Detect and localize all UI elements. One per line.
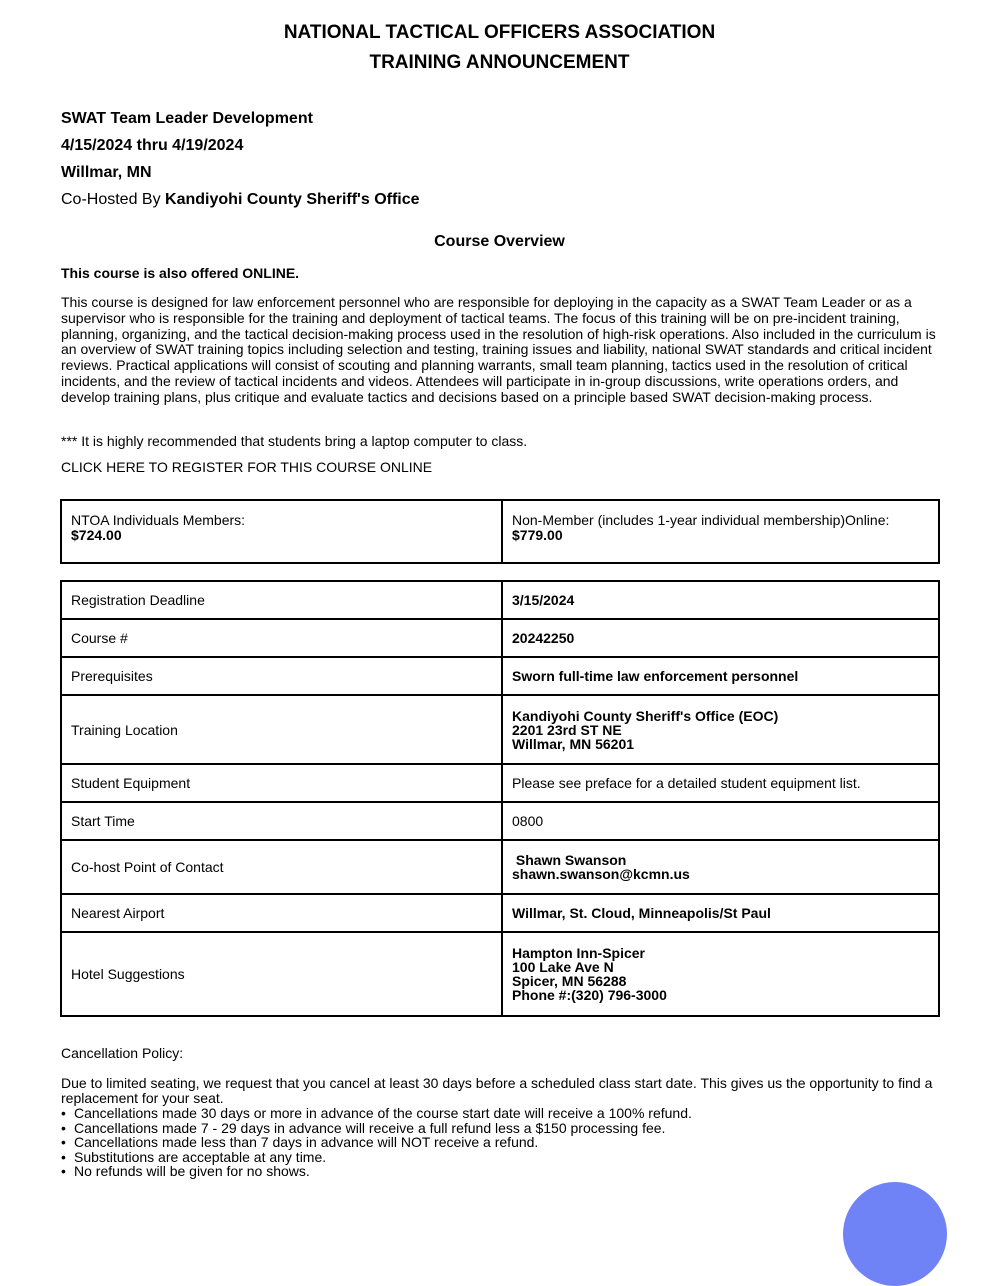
detail-row <box>61 932 939 1016</box>
course-dates: 4/15/2024 thru 4/19/2024 <box>61 137 244 154</box>
detail-label: Co-host Point of Contact <box>61 840 502 894</box>
announcement-title: TRAINING ANNOUNCEMENT <box>369 52 630 73</box>
detail-value-line: 3/15/2024 <box>512 592 575 608</box>
detail-label: Prerequisites <box>61 657 502 695</box>
member-fee-price: $724.00 <box>71 527 122 543</box>
detail-value <box>502 802 939 840</box>
detail-value <box>502 657 939 695</box>
detail-value <box>502 619 939 657</box>
detail-label: Student Equipment <box>61 764 502 802</box>
detail-value-line: Phone #:(320) 796-3000 <box>512 987 667 1003</box>
detail-value <box>502 581 939 619</box>
member-fee-label: NTOA Individuals Members: <box>71 512 246 528</box>
detail-value-line: Willmar, St. Cloud, Minneapolis/St Paul <box>512 905 771 921</box>
nonmember-fee-cell <box>502 500 939 563</box>
cancellation-rule: • No refunds will be given for no shows. <box>61 1164 692 1179</box>
course-overview-heading: Course Overview <box>434 233 565 250</box>
cohost-line <box>61 191 420 209</box>
detail-value <box>502 764 939 802</box>
detail-row <box>61 840 939 894</box>
detail-label: Registration Deadline <box>61 581 502 619</box>
cancellation-policy-text: Due to limited seating, we request that you cancel at least 30 days before a scheduled class start date. This gives us the opportunity to find a replacement for your seat. <box>61 1075 933 1106</box>
detail-value <box>502 695 939 764</box>
cancellation-rule: • Cancellations made 30 days or more in advance of the course start date will receive a 100% refund. <box>61 1106 692 1121</box>
detail-row <box>61 695 939 764</box>
detail-row <box>61 581 939 619</box>
detail-value-line: 2201 23rd ST NE <box>512 721 622 738</box>
course-details-table <box>60 580 940 1017</box>
detail-row <box>61 894 939 932</box>
detail-value-line: 100 Lake Ave N <box>512 959 614 975</box>
detail-value-line: Sworn full-time law enforcement personnel <box>512 668 799 684</box>
member-fee-cell <box>61 500 502 563</box>
course-city: Willmar, MN <box>61 164 152 181</box>
cohost-prefix: Co-Hosted By <box>61 191 166 208</box>
detail-label: Hotel Suggestions <box>61 932 502 1016</box>
detail-value-line: Spicer, MN 56288 <box>512 973 627 989</box>
detail-label: Course # <box>61 619 502 657</box>
course-description: This course is designed for law enforcement personnel who are responsible for deploying in the capacity as a SWAT Team Leader or as a supervisor who is responsible for the training and deployment of tactical teams. The focus of this training will be on pre-incident training, planning, organizing, and the tactical decision-making process used in the resolution of high-risk operations. Also included in the curriculum is an overview of SWAT training topics including selection and testing, training issues and liability, national SWAT standards and critical incident reviews. Practical applications will consist of scouting and planning warrants, small team planning, tactics used in the resolution of critical incidents, and the review of tactical incidents and videos. Attendees will participate in in-group discussions, write operations orders, and develop training plans, plus critique and evaluate tactics and decisions based on a principle based SWAT decision-making process. <box>61 294 936 405</box>
detail-row <box>61 619 939 657</box>
cancellation-rule: • Substitutions are acceptable at any time. <box>61 1150 692 1165</box>
detail-value <box>502 840 939 894</box>
detail-value <box>502 894 939 932</box>
nonmember-fee-price: $779.00 <box>512 527 563 543</box>
fees-row <box>61 500 939 563</box>
cancellation-rules-list <box>61 1106 692 1179</box>
detail-label: Training Location <box>61 695 502 764</box>
detail-row <box>61 764 939 802</box>
detail-value <box>502 932 939 1016</box>
detail-value-line: Kandiyohi County Sheriff's Office (EOC) <box>512 707 779 724</box>
cancellation-rule: • Cancellations made less than 7 days in advance will NOT receive a refund. <box>61 1135 692 1150</box>
detail-label: Start Time <box>61 802 502 840</box>
detail-value-line: 0800 <box>512 813 544 829</box>
register-online-link[interactable]: CLICK HERE TO REGISTER FOR THIS COURSE ONLINE <box>61 459 433 475</box>
online-offered-note: This course is also offered ONLINE. <box>61 265 300 281</box>
cancellation-rule: • Cancellations made 7 - 29 days in advance will receive a full refund less a $150 processing fee. <box>61 1121 692 1136</box>
course-title: SWAT Team Leader Development <box>61 110 313 127</box>
detail-row <box>61 802 939 840</box>
laptop-recommendation: *** It is highly recommended that students bring a laptop computer to class. <box>61 433 528 449</box>
detail-row <box>61 657 939 695</box>
floating-action-button[interactable] <box>843 1182 947 1286</box>
detail-value-line: Hampton Inn-Spicer <box>512 945 646 961</box>
detail-value-line: Please see preface for a detailed student equipment list. <box>512 775 861 791</box>
cancellation-policy-heading: Cancellation Policy: <box>61 1045 184 1061</box>
detail-label: Nearest Airport <box>61 894 502 932</box>
detail-value-line: Willmar, MN 56201 <box>512 735 635 752</box>
organization-title: NATIONAL TACTICAL OFFICERS ASSOCIATION <box>283 22 716 43</box>
cohost-name: Kandiyohi County Sheriff's Office <box>165 191 420 208</box>
nonmember-fee-label: Non-Member (includes 1-year individual membership)Online: <box>512 512 890 528</box>
fees-table <box>60 499 940 564</box>
detail-value-line: Shawn Swanson <box>512 852 627 868</box>
detail-value-line[interactable]: shawn.swanson@kcmn.us <box>512 866 690 882</box>
detail-value-line: 20242250 <box>512 630 575 646</box>
